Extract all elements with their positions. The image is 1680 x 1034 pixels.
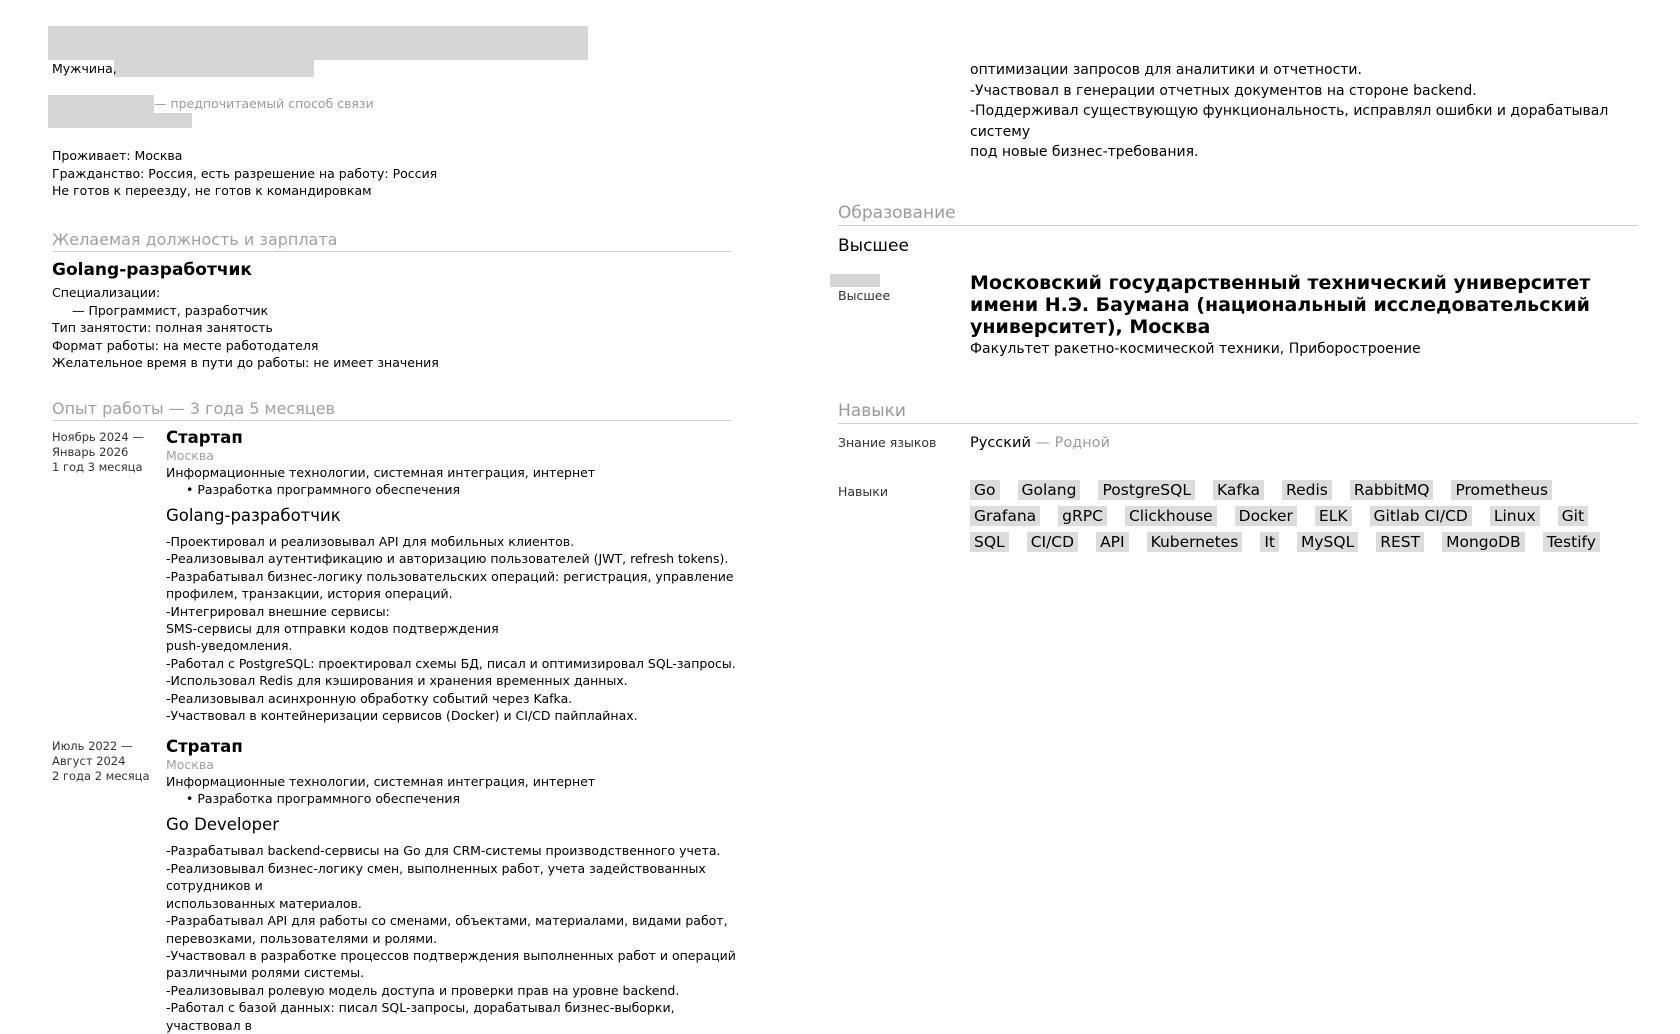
education-entry <box>838 272 1638 359</box>
skill-tag: Gitlab CI/CD <box>1370 506 1472 526</box>
skill-tag: CI/CD <box>1027 532 1078 552</box>
desired-section-title: Желаемая должность и зарплата <box>52 230 732 252</box>
job-duration: 1 год 3 месяца <box>52 460 143 474</box>
gender: Мужчина, <box>52 61 117 76</box>
skills-section-title: Навыки <box>838 400 1638 424</box>
skill-tag: Redis <box>1282 480 1332 500</box>
skill-tag: ELK <box>1315 506 1352 526</box>
skill-tag: It <box>1260 532 1279 552</box>
experience-section-title: Опыт работы — 3 года 5 месяцев <box>52 399 732 421</box>
skill-tag: MongoDB <box>1442 532 1525 552</box>
education-level-label: Высшее <box>838 288 891 303</box>
education-institution: Московский государственный технический университет имени Н.Э. Баумана (национальный исследовательский университет), Москва <box>970 272 1591 338</box>
experience-section <box>52 399 742 1034</box>
job-industry: Информационные технологии, системная интеграция, интернет <box>166 465 596 480</box>
skill-tag: gRPC <box>1058 506 1107 526</box>
skills-row <box>838 480 1638 552</box>
job-industry: Информационные технологии, системная интеграция, интернет <box>166 774 596 790</box>
job-role: Go Developer <box>166 815 279 835</box>
redacted-contact-2 <box>48 113 192 128</box>
job-role: Golang-разработчик <box>166 506 341 525</box>
job-duration: 2 года 2 месяца <box>52 769 150 784</box>
skill-tag: SQL <box>970 532 1009 552</box>
job-date-end: Август 2024 <box>52 754 126 769</box>
desired-section <box>52 230 732 372</box>
relocation: Не готов к переезду, не готов к командировкам <box>52 183 372 198</box>
skill-tag: Golang <box>1018 480 1081 500</box>
skill-tag: Docker <box>1235 506 1297 526</box>
education-level: Высшее <box>838 236 909 256</box>
skills-section <box>838 400 1638 552</box>
contact-note: — предпочитаемый способ связи <box>154 96 374 111</box>
language-label: Знание языков <box>838 435 937 450</box>
skill-tag: Linux <box>1490 506 1540 526</box>
language-level: — Родной <box>1035 435 1111 451</box>
skill-tag: Clickhouse <box>1125 506 1217 526</box>
job-date-start: Ноябрь 2024 — <box>52 430 144 444</box>
right-column <box>838 60 1638 551</box>
spec-label: Специализации: <box>52 285 161 300</box>
skill-tag: RabbitMQ <box>1350 480 1434 500</box>
job-entry <box>52 736 742 1033</box>
job-subindustry: • Разработка программного обеспечения <box>186 791 461 807</box>
personal-info <box>52 147 437 200</box>
employment-type: Тип занятости: полная занятость <box>52 320 273 335</box>
commute-time: Желательное время в пути до работы: не имеет значения <box>52 355 439 370</box>
skill-tag: Grafana <box>970 506 1040 526</box>
job-date-start: Июль 2022 — <box>52 739 133 754</box>
skill-tag: Kubernetes <box>1147 532 1243 552</box>
redacted-name <box>48 26 588 60</box>
education-section <box>838 202 1638 359</box>
skill-tag: REST <box>1376 532 1424 552</box>
skills-label: Навыки <box>838 484 888 499</box>
job-city: Москва <box>166 448 214 463</box>
language-value <box>970 432 1638 454</box>
skill-tag: Prometheus <box>1451 480 1552 500</box>
job-entry <box>52 427 742 724</box>
education-section-title: Образование <box>838 202 1638 226</box>
education-faculty: Факультет ракетно-космической техники, Приборостроение <box>970 341 1421 357</box>
language-row <box>838 432 1638 454</box>
redacted-contact <box>48 95 154 114</box>
spec-item: — Программист, разработчик <box>72 302 269 318</box>
skill-tag: Testify <box>1543 532 1600 552</box>
skill-tag: API <box>1096 532 1129 552</box>
skill-tag: Git <box>1558 506 1588 526</box>
skill-tag: Kafka <box>1213 480 1264 500</box>
job-date-end: Январь 2026 <box>52 445 129 459</box>
job-subindustry: • Разработка программного обеспечения <box>186 482 461 497</box>
redacted-age <box>114 60 314 77</box>
skill-tag: MySQL <box>1297 532 1358 552</box>
skill-tags <box>970 480 1610 552</box>
skill-tag: Go <box>970 480 1000 500</box>
job-company: Стартап <box>166 428 243 447</box>
residence: Проживает: Москва <box>52 148 183 163</box>
job-description-continuation: оптимизации запросов для аналитики и отчетности. -Участвовал в генерации отчетных документов на стороне backend. -Поддерживал существующую функциональность, исправлял ошибки и дорабатывал систему под новые бизнес-требования. <box>970 62 1609 160</box>
job-description: -Проектировал и реализовывал API для мобильных клиентов. -Реализовывал аутентификацию и авторизацию пользователей (JWT, refresh tokens). -Разрабатывал бизнес-логику пользовательских операций: регистрация, управление профилем, транзакции, история операций. -Интегрировал внешние сервисы: SMS-сервисы для отправки кодов подтверждения push-уведомления. -Работал с PostgreSQL: проектировал схемы БД, писал и оптимизировал SQL-запросы. -Использовал Redis для кэширования и хранения временных данных. -Реализовывал асинхронную обработку событий через Kafka. -Участвовал в контейнеризации сервисов (Docker) и CI/CD пайплайнах. <box>166 534 736 724</box>
citizenship: Гражданство: Россия, есть разрешение на работу: Россия <box>52 165 438 181</box>
job-city: Москва <box>166 757 214 773</box>
language-name: Русский <box>970 435 1031 451</box>
desired-position: Golang-разработчик <box>52 260 252 280</box>
work-format: Формат работы: на месте работодателя <box>52 337 319 353</box>
job-company: Стратап <box>166 737 243 757</box>
job-description: -Разрабатывал backend-сервисы на Go для CRM-системы производственного учета. -Реализовывал бизнес-логику смен, выполненных работ, учета задействованных сотрудников и использованных материалов. -Разрабатывал API для работы со сменами, объектами, материалами, видами работ, перевозками, пользователями и ролями. -Участвовал в разработке процессов подтверждения выполненных работ и операций различными ролями системы. -Реализовывал ролевую модель доступа и проверки прав на уровне backend. -Работал с базой данных: писал SQL-запросы, дорабатывал бизнес-выборки, участвовал в <box>166 843 736 1033</box>
job-dates <box>52 430 162 475</box>
job-dates <box>52 739 162 784</box>
skill-tag: PostgreSQL <box>1098 480 1195 500</box>
